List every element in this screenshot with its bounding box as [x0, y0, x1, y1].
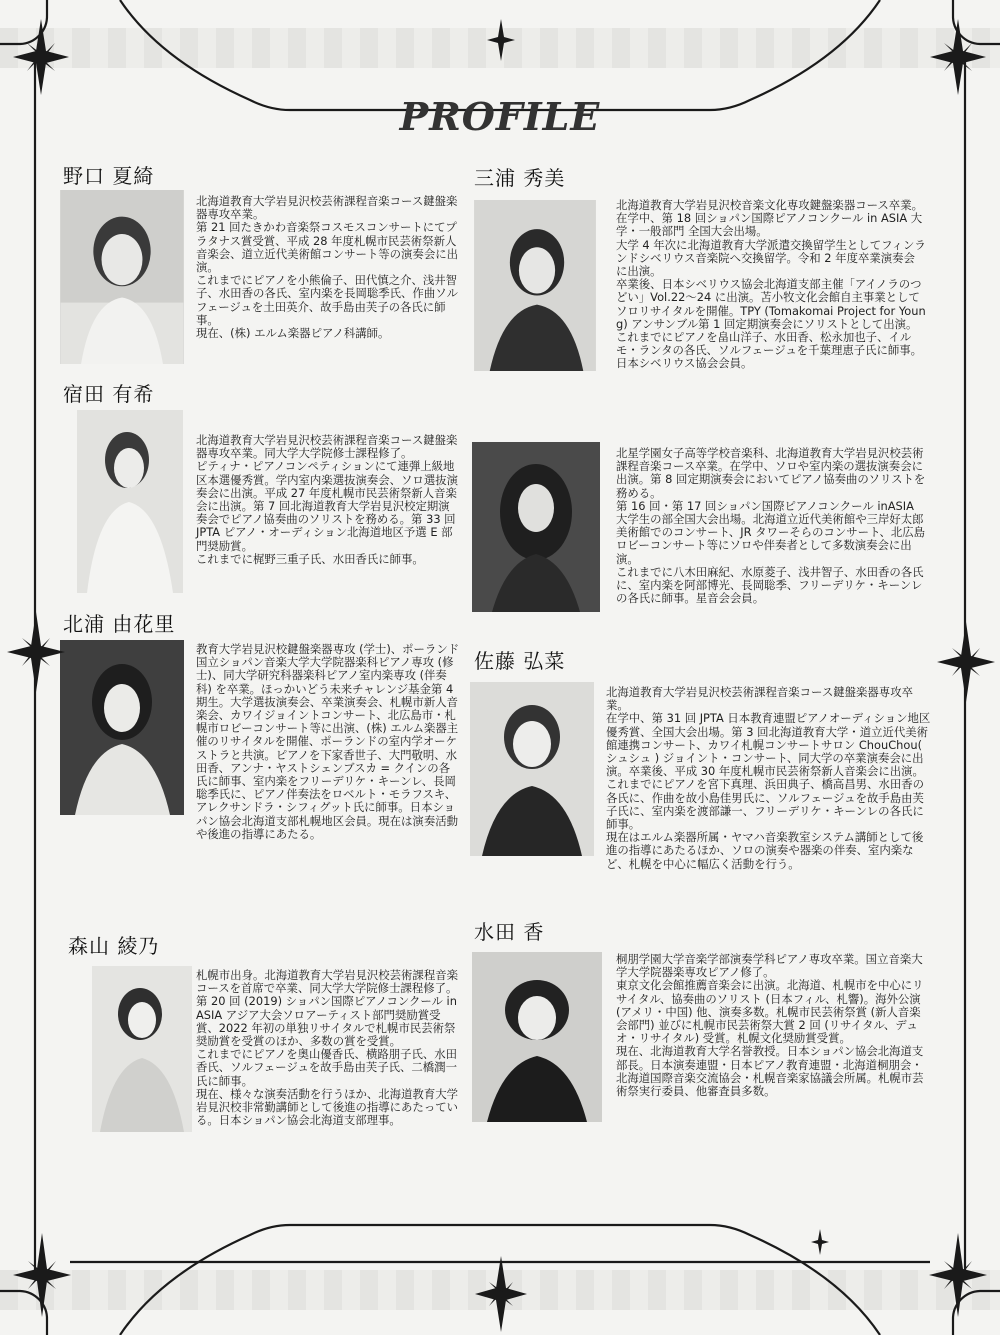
profile-bio-noguchi: 北海道教育大学岩見沢校芸術課程音楽コース鍵盤楽器専攻卒業。 第 21 回たきかわ音楽祭コスモスコンサートにてプラタナス賞受賞、平成 28 年度札幌市民芸術祭新人音楽会、道立近代美術館コンサート等の演奏会に出演。 これまでにピアノを小熊倫子、田代慎之介、浅井智子、水田香の各氏、室内楽を長岡聡季氏、作曲ソルフェージュを土田英介、故手島由芙子の各氏に師事。 現在、(株) エルム楽器ピアノ科講師。 — [196, 194, 458, 341]
star-ornament-icon — [12, 18, 70, 96]
star-ornament-icon — [474, 1255, 528, 1333]
profile-name-kitaura: 北浦 由花里 — [63, 612, 176, 636]
portrait-photo-noguchi — [60, 190, 184, 364]
portrait-photo-miura — [474, 200, 596, 371]
profile-bio-mizuta: 桐朋学園大学音楽学部演奏学科ピアノ専攻卒業。国立音楽大学大学院器楽専攻ピアノ修了。 東京文化会館推薦音楽会に出演。北海道、札幌市を中心にリサイタル、協奏曲のソリスト (日本フィル、札響)。海外公演 (アメリ・中国) 他、演奏多数。札幌市民芸術祭賞 (新人音楽会部門) 並びに札幌市民芸術祭大賞 2 回 (リサイタル、デュオ・リサイタル) 受賞。札幌文化奨励賞受賞。 現在、北海道教育大学名誉教授。日本ショパン協会北海道支部長。日本演奏連盟・日本ピアノ教育連盟・北海道桐朋会・北海道国際音楽交流協会・札幌音楽家協議会所属。札幌市芸術祭実行委員、他審査員多数。 — [616, 952, 924, 1099]
star-ornament-icon — [12, 1232, 72, 1318]
profile-bio-furuya: 北星学園女子高等学校音楽科、北海道教育大学岩見沢校芸術課程音楽コース卒業。在学中、ソロや室内楽の選抜演奏会に出演。第 8 回定期演奏会においてピアノ協奏曲のソリストを務める。 第 16 回・第 17 回ショパン国際ピアノコンクール inASIA 大学生の部全国大会出場。北海道立近代美術館や三岸好太郎美術館でのコンサート、JR タワーそらのコンサート、北広島ロビーコンサート等にソロや伴奏者として多数演奏会に出演。 これまでに八木田麻紀、水原菱子、浅井智子、水田香の各氏に、室内楽を阿部博光、長岡聡季、フリーデリケ・キーンレの各氏に師事。星音会会員。 — [616, 446, 926, 606]
star-ornament-icon — [936, 620, 996, 704]
portrait-photo-mizuta — [472, 952, 602, 1122]
profile-name-miura: 三浦 秀美 — [474, 166, 566, 190]
profile-name-moriyama: 森山 綾乃 — [68, 934, 160, 958]
profile-bio-miura: 北海道教育大学岩見沢校音楽文化専攻鍵盤楽器コース卒業。 在学中、第 18 回ショパン国際ピアノコンクール in ASIA 大学・一般部門 全国大会出場。 大学 4 年次に北海道教育大学派遣交換留学生としてフィンランドシベリウス音楽院へ交換留学。令和 2 年度卒業演奏会に出演。 卒業後、日本シベリウス協会北海道支部主催「アイノラのつどい」Vol.22〜24 に出演。苫小牧文化会館自主事業としてソロリサイタルを開催。TPY (Tomakomai Project for Young) アンサンブル第 1 回定期演奏会にソリストとして出演。 これまでにピアノを畠山洋子、水田香、松永加也子、イルモ・ランタの各氏、ソルフェージュを千葉理恵子氏に師事。日本シベリウス協会会員。 — [616, 198, 926, 371]
profile-name-noguchi: 野口 夏綺 — [63, 164, 155, 188]
profile-bio-moriyama: 札幌市出身。北海道教育大学岩見沢校芸術課程音楽コースを首席で卒業、同大学大学院修士課程修了。 第 20 回 (2019) ショパン国際ピアノコンクール inASIA アジア大会ソロアーティスト部門奨励賞受賞、2022 年初の単独リサイタルで札幌市民芸術祭奨励賞を受賞のほか、多数の賞を受賞。 これまでにピアノを奥山優香氏、横路朋子氏、水田香氏、ソルフェージュを故手島由芙子氏、二橋潤一氏に師事。 現在、様々な演奏活動を行うほか、北海道教育大学岩見沢校非常勤講師として後進の指導にあたっている。日本ショパン協会北海道支部理事。 — [196, 968, 458, 1128]
portrait-photo-kitaura — [60, 640, 184, 815]
star-ornament-icon — [486, 18, 516, 62]
star-ornament-icon — [928, 1232, 988, 1318]
profile-bio-shukuda: 北海道教育大学岩見沢校芸術課程音楽コース鍵盤楽器専攻卒業。同大学大学院修士課程修了。 ピティナ・ピアノコンペティションにて連弾上級地区本選優秀賞。学内室内楽選抜演奏会、ソロ選抜演奏会に出演。平成 27 年度札幌市民芸術祭新人音楽会に出演。第 7 回北海道教育大学岩見沢校定期演奏会でピアノ協奏曲のソリストを務める。第 33 回 JPTA ピアノ・オーディション北海道地区予選 E 部門奨励賞。 これまでに梶野三重子氏、水田香氏に師事。 — [196, 433, 458, 566]
portrait-photo-shukuda — [77, 410, 183, 593]
profile-bio-kitaura: 教育大学岩見沢校鍵盤楽器専攻 (学士)、ポーランド国立ショパン音楽大学大学院器楽科ピアノ専攻 (修士)、同大学研究科器楽科ピアノ室内楽専攻 (伴奏科) を卒業。ほっかいどう未来チャレンジ基金第 4 期生。大学選抜演奏会、卒業演奏会、札幌市新人音楽会、カワイジョイントコンサート、北広島市・札幌市ロビーコンサート等に出演、(株) エルム楽器主催のリサイタルを開催、ポーランドの室内学オーケストラと共演。ピアノを下家香世子、大門敬明、水田香、アンナ・ヤストシェンブスカ = クインの各氏に師事、室内楽をフリーデリケ・キーンレ、長岡聡季氏に、ピアノ伴奏法をロベルト・モラフスキ、アレクサンドラ・シフィグット氏に師事。日本ショパン協会北海道支部札幌地区会員。現在は演奏活動や後進の指導にあたる。 — [196, 642, 460, 841]
star-ornament-icon — [929, 18, 987, 96]
portrait-photo-furuya — [472, 442, 600, 612]
page-title: PROFILE — [399, 94, 601, 139]
profile-name-mizuta: 水田 香 — [474, 920, 545, 944]
profile-name-shukuda: 宿田 有希 — [63, 382, 155, 406]
profile-name-sato: 佐藤 弘菜 — [474, 649, 566, 673]
star-ornament-icon — [810, 1228, 830, 1256]
star-ornament-icon — [6, 610, 66, 694]
portrait-photo-sato — [470, 682, 594, 856]
profile-bio-sato: 北海道教育大学岩見沢校芸術課程音楽コース鍵盤楽器専攻卒業。 在学中、第 31 回 JPTA 日本教育連盟ピアノオーディション地区優秀賞、全国大会出場。第 3 回北海道教育大学・道立近代美術館連携コンサート、カワイ札幌コンサートサロン ChouChou( シュシュ ) ジョイント・コンサート、同大学の卒業演奏会に出演。卒業後、平成 30 年度札幌市民芸術祭新人音楽会に出演。 これまでにピアノを宮下真理、浜田典子、橋高昌男、水田香の各氏に、作曲を故小島佳男氏に、ソルフェージュを故手島由芙子氏に、室内楽を渡部謙一、フリーデリケ・キーンレの各氏に師事。 現在はエルム楽器所属・ヤマハ音楽教室システム講師として後進の指導にあたるほか、ソロの演奏や器楽の伴奏、室内楽など、札幌を中心に幅広く活動を行う。 — [606, 685, 931, 871]
portrait-photo-moriyama — [92, 966, 192, 1132]
